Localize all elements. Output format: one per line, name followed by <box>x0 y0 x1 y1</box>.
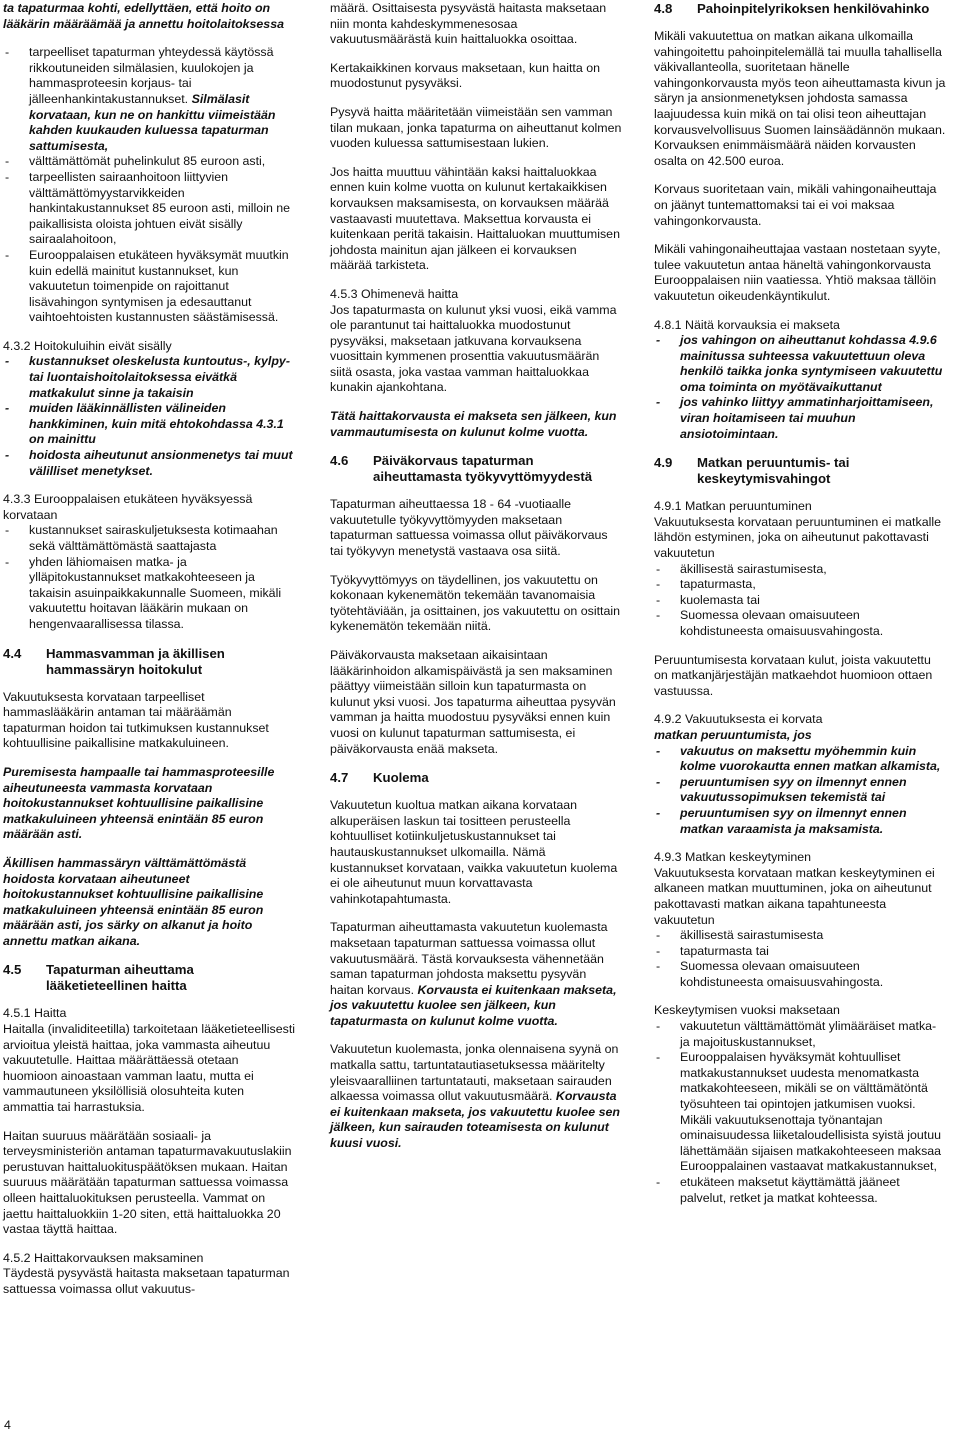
list-item: - kuolemasta tai <box>654 593 946 609</box>
list-item: - peruuntumisen syy on ilmennyt ennen vakuutussopimuksen tekemistä tai <box>654 775 946 806</box>
list-item: - vakuutus on maksettu myöhemmin kuin kolme vuorokautta ennen matkan alkamista, <box>654 744 946 775</box>
list-item: - hoidosta aiheutunut ansionmenetys tai muut välilliset menetykset. <box>3 448 295 479</box>
paragraph: Äkillisen hammassäryn välttämättömästä hoidosta korvataan aiheutuneet hoitokustannukset kohtuullisine paikallisine matkakuluineen yhteensä enintään 85 euron määrään asti, jos särky on alkanut ja hoito annettu matkan aikana. <box>3 855 264 948</box>
column-1 <box>3 1 295 1311</box>
paragraph: Vakuutetun kuoltua matkan aikana korvataan alkuperäisen laskun tai tositteen perusteella kohtuulliset kotiinkuljetuskustannukset tai hautauskustannukset ulkomailla. Nämä kustannukset korvataan, vaikka vakuutetun kuolema ei ole aiheutunut muun korvattavasta vahinkotapahtumasta. <box>330 798 618 906</box>
paragraph: Pysyvä haitta määritetään viimeistään sen vamman tilan mukaan, jonka tapaturma on aiheuttanut kolmen vuoden kuluessa sattumisestaan lukien. <box>330 104 622 151</box>
not-paid-list <box>654 333 946 442</box>
heading-4-8: 4.8 Pahoinpitelyrikoksen henkilövahinko <box>654 1 930 16</box>
list-item: - äkillisestä sairastumisesta, <box>654 562 946 578</box>
paragraph: Tapaturman aiheuttaessa 18 - 64 -vuotiaalle vakuutetulle työkyvyttömyyden maksetaan tapaturman sattuessa voimassa ollut päiväkorvaus tai työkyvyn menetystä vastaava osa siitä. <box>330 497 608 559</box>
list-item: - Eurooppalaisen hyväksymät kohtuulliset matkakustannukset uudesta menomatkasta matkakohteeseen, mikäli se on välttämätöntä työsuhteen tai opintojen jatkumisen vuoksi. Mikäli vakuutuksenottaja työnantajan ominaisuudessa liiketaloudellisista syistä joutuu lähettämään sijaisen matkakohteeseen maksaa Eurooppalainen vastaavat matkakustannukset, <box>654 1050 946 1175</box>
paragraph: Haitalla (invaliditeetilla) tarkoitetaan lääketieteellisesti arvioitua yleistä haittaa, joka vammasta aiheutuu vakuutetulle. Haittaa määrättäessä otetaan huomioon ainoastaan vamman laatu, mutta ei vammautuneen yksilöllisiä olosuhteita kuten ammattia tai harrastuksia. <box>3 1022 296 1115</box>
paragraph: Mikäli vahingonaiheuttajaa vastaan nostetaan syyte, tulee vakuutetun antaa häneltä vahingonkorvausta Eurooppalaisen niin vaatiessa. Yhtiö maksaa tällöin vakuutetun oikeudenkäyntikulut. <box>654 242 941 303</box>
subheading-4-9-3: 4.9.3 Matkan keskeytyminen <box>654 850 812 865</box>
list-item: - kustannukset oleskelusta kuntoutus-, kylpy- tai luontaishoitolaitoksessa eivätkä matkakulut sinne ja takaisin <box>3 354 295 401</box>
list-item: - äkillisestä sairastumisesta <box>654 928 946 944</box>
paragraph: Vakuutuksesta korvataan tarpeelliset hammaslääkärin antaman tai määräämän tapaturman hoidon tai tutkimuksen kustannukset kohtuullisine paikallisine matkakuluineen. <box>3 689 269 751</box>
cost-list <box>3 45 295 326</box>
paragraph: Jos tapaturmasta on kulunut yksi vuosi, eikä vamma ole parantunut tai haittaluokka muodostunut pysyväksi, maksetaan jatkuvana korvauksena vuosittain kymmenen prosenttia vakuutusmäärän siitä osasta, joka vastaa vamman haittaluokkaa kunakin ajankohtana. <box>330 302 617 395</box>
list-item: - etukäteen maksetut käyttämättä jääneet palvelut, retket ja matkat kohteessa. <box>654 1175 946 1206</box>
list-item: - tapaturmasta tai <box>654 944 946 960</box>
list-item: - tapaturmasta, <box>654 577 946 593</box>
subheading-4-3-3: 4.3.3 Eurooppalaisen etukäteen hyväksyessä korvataan <box>3 492 253 522</box>
paragraph: Tapaturman aiheuttamasta vakuutetun kuolemasta maksetaan tapaturman sattuessa voimassa ollut vakuutusmäärä. Tästä korvauksesta vähennetään saman tapaturman johdosta maksettu pysyvän haitan korvaus. Korvausta ei kuitenkaan makseta, jos vakuutettu kuolee sen jälkeen, kun tapaturmasta on kulunut kolme vuotta. <box>330 920 617 1028</box>
subheading-4-9-1: 4.9.1 Matkan peruuntuminen <box>654 499 812 514</box>
subheading-4-9-2: 4.9.2 Vakuutuksesta ei korvata <box>654 712 823 727</box>
list-item: - vakuutetun välttämättömät ylimääräiset matka- ja majoituskustannukset, <box>654 1019 946 1050</box>
heading-4-4: 4.4 Hammasvamman ja äkillisen hammassäryn hoitokulut <box>3 645 225 677</box>
subheading-4-5-3: 4.5.3 Ohimenevä haitta <box>330 286 459 301</box>
paragraph: Korvaus suoritetaan vain, mikäli vahingonaiheuttaja on jäänyt tuntemattomaksi tai ei voi maksaa vahingonkorvausta. <box>654 182 937 228</box>
interruption-list <box>654 928 946 990</box>
paragraph: Täydestä pysyvästä haitasta maksetaan tapaturman sattuessa voimassa ollut vakuutus- <box>3 1266 290 1296</box>
list-item: - tarpeellisten sairaanhoitoon liittyvien välttämättömyystarvikkeiden hankintakustannukset 85 euroon asti, milloin ne paikallisista oloista johtuen eivät sisälly sairaalahoitoon, <box>3 170 295 248</box>
cancellation-list <box>654 562 946 640</box>
list-item: - tarpeelliset tapaturman yhteydessä käytössä rikkoutuneiden silmälasien, kuulokojen ja hammasproteesin korjaus- tai jälleenhankintakustannukset. Silmälasit korvataan, kun ne on hankittu viimeistään kahden kuukauden kuluessa tapaturman sattumisesta, <box>3 45 295 154</box>
list-item: - jos vahinko liittyy ammatinharjoittamiseen, viran hoitamiseen tai muuhun ansiotoimintaan. <box>654 395 946 442</box>
list-item: - välttämättömät puhelinkulut 85 euroon asti, <box>3 154 295 170</box>
subheading-4-8-1: 4.8.1 Näitä korvauksia ei makseta <box>654 317 840 332</box>
approval-list <box>3 523 295 632</box>
intro-text: ta tapaturmaa kohti, edellyttäen, että hoito on lääkärin määräämää ja annettu hoitolaitoksessa <box>3 1 284 31</box>
paragraph: matkan peruuntumista, jos <box>654 727 812 742</box>
paragraph: Keskeytymisen vuoksi maksetaan <box>654 1003 840 1018</box>
list-item: - Eurooppalaisen etukäteen hyväksymät muutkin kuin edellä mainitut kustannukset, kun vakuutetun toimenpide on rajoittanut lisävahingon syntymisen ja edesauttanut vaihtoehtoisten kustannusten säästämisessä. <box>3 248 295 326</box>
paragraph: Mikäli vakuutettua on matkan aikana ulkomailla vahingoitettu pahoinpitelemällä tai muulla tahallisella väkivallanteolla, suoritetaan hänelle vahingonkorvausta myös teon aiheuttamasta kivun ja säryn ja ansionmenetyksen johdosta samassa laajuudessa kuin mikä on tai olisi teon aiheuttajan korvausvelvollisuus Suomen lainsäädännön mukaan. Korvauksen enimmäismäärä näiden korvausten osalta on 42.500 euroa. <box>654 29 946 168</box>
list-item: - jos vahingon on aiheuttanut kohdassa 4.9.6 mainitussa suhteessa vakuutettuun oleva henkilö taikka jonka syntymiseen vakuutettu oma toiminta on myötävaikuttanut <box>654 333 946 395</box>
paragraph: Tätä haittakorvausta ei makseta sen jälkeen, kun vammautumisesta on kulunut kolme vuotta. <box>330 409 617 439</box>
paragraph: Puremisesta hampaalle tai hammasproteesille aiheutuneesta vammasta korvataan hoitokustannukset kohtuullisine paikallisine matkakuluineen yhteensä enintään 85 euron määrään asti. <box>3 764 275 842</box>
paragraph: Kertakaikkinen korvaus maksetaan, kun haitta on muodostunut pysyväksi. <box>330 60 600 91</box>
heading-4-6: 4.6 Päiväkorvaus tapaturman aiheuttamasta työkyvyttömyydestä <box>330 453 593 485</box>
subheading-4-5-2: 4.5.2 Haittakorvauksen maksaminen <box>3 1250 204 1265</box>
paragraph: Peruuntumisesta korvataan kulut, joista vakuutettu on matkanjärjestäjän matkaehdot huomioon ottaen vastuussa. <box>654 652 933 698</box>
paragraph: Vakuutetun kuolemasta, jonka olennaisena syynä on matkalla sattu, tartuntatautiasetuksessa määritelty yleisvaaralliinen tartuntatauti, maksetaan sairauden alkaessa voimassa ollut vakuutusmäärä. Korvausta ei kuitenkaan makseta, jos vakuutettu kuolee sen jälkeen, kun sairauden toteamisesta on kulunut kuusi vuosi. <box>330 1042 620 1151</box>
list-item: - yhden lähiomaisen matka- ja ylläpitokustannukset matkakohteeseen ja takaisin asuinpaikkakunnalle Suomeen, mikäli vakuutettu hoitavan lääkärin mukaan on hengenvaarallisessa tilassa. <box>3 555 295 633</box>
paragraph: Vakuutuksesta korvataan matkan keskeytyminen ei alkaneen matkan muuttuminen, joka on aiheutunut pakottavasti matkan aikana tapahtuneesta vakuutetun <box>654 865 935 927</box>
paragraph: määrä. Osittaisesta pysyvästä haitasta maksetaan niin monta kahdeskymmenesosaa vakuutusmäärästä kuin haittaluokka osoittaa. <box>330 1 607 47</box>
paragraph: Jos haitta muuttuu vähintään kaksi haittaluokkaa ennen kuin kolme vuotta on kulunut kertakaikkisen korvauksen maksamisesta, on korvauksen määrää vastaavasti muutettava. Maksettua korvausta ei kuitenkaan peritä takaisin. Haittaluokan muuttumisen johdosta mainitun ajan jälkeen ei korvauksen määrää tarkisteta. <box>330 164 620 273</box>
list-item: - Suomessa olevaan omaisuuteen kohdistuneesta omaisuusvahingosta. <box>654 959 946 990</box>
no-cover-list <box>654 744 946 838</box>
exclusions-list <box>3 354 295 479</box>
interruption-payments-list <box>654 1019 946 1206</box>
paragraph: Vakuutuksesta korvataan peruuntuminen ei matkalle lähdön estyminen, joka on aiheutunut pakottavasti vakuutetun <box>654 514 941 561</box>
paragraph: Päiväkorvausta maksetaan aikaisintaan lääkärinhoidon alkamispäivästä ja sen maksaminen päättyy viimeistään silloin kun tapaturmasta on kulunut yksi vuosi. Jos tapaturma aiheuttaa pysyvän vamman ja haitta muodostuu pysyväksi ennen kuin vuosi on kulunut tapaturman sattumisesta, ei päiväkorvausta enää makseta. <box>330 648 616 756</box>
list-item: - muiden lääkinnällisten välineiden hankkiminen, kuin mitä ehtokohdassa 4.3.1 on mainittu <box>3 401 295 448</box>
heading-4-5: 4.5 Tapaturman aiheuttama lääketieteellinen haitta <box>3 962 194 994</box>
paragraph: Työkyvyttömyys on täydellinen, jos vakuutettu on kokonaan kykenemätön tekemään tavanomaisia työtehtäviään, ja osittainen, jos vakuutettu on osittain kykenemätön tekemään niitä. <box>330 572 620 634</box>
list-item: - peruuntumisen syy on ilmennyt ennen matkan varaamista ja maksamista. <box>654 806 946 837</box>
subheading-4-3-2: 4.3.2 Hoitokuluihin eivät sisälly <box>3 338 172 353</box>
heading-4-9: 4.9 Matkan peruuntumis- tai keskeytymisvahingot <box>654 455 850 487</box>
paragraph: Haitan suuruus määrätään sosiaali- ja terveysministeriön antaman tapaturmavakuutuslakiin perustuvan haittaluokituspäätöksen mukaan. Haitan suuruus määrätään tapaturman sattuessa voimassa olleen haittaluokituksen perusteella. Vammat on jaettu haittaluokkiin 1-20 siten, että haittaluokka 20 vastaa täyttä haittaa. <box>3 1128 292 1237</box>
page-number: 4 <box>4 1418 11 1432</box>
column-2 <box>330 1 622 1165</box>
list-item: - kustannukset sairaskuljetuksesta kotimaahan sekä välttämättömästä saattajasta <box>3 523 295 554</box>
column-3 <box>654 1 946 1219</box>
list-item: - Suomessa olevaan omaisuuteen kohdistuneesta omaisuusvahingosta. <box>654 608 946 639</box>
subheading-4-5-1: 4.5.1 Haitta <box>3 1006 67 1021</box>
heading-4-7: 4.7 Kuolema <box>330 770 429 786</box>
